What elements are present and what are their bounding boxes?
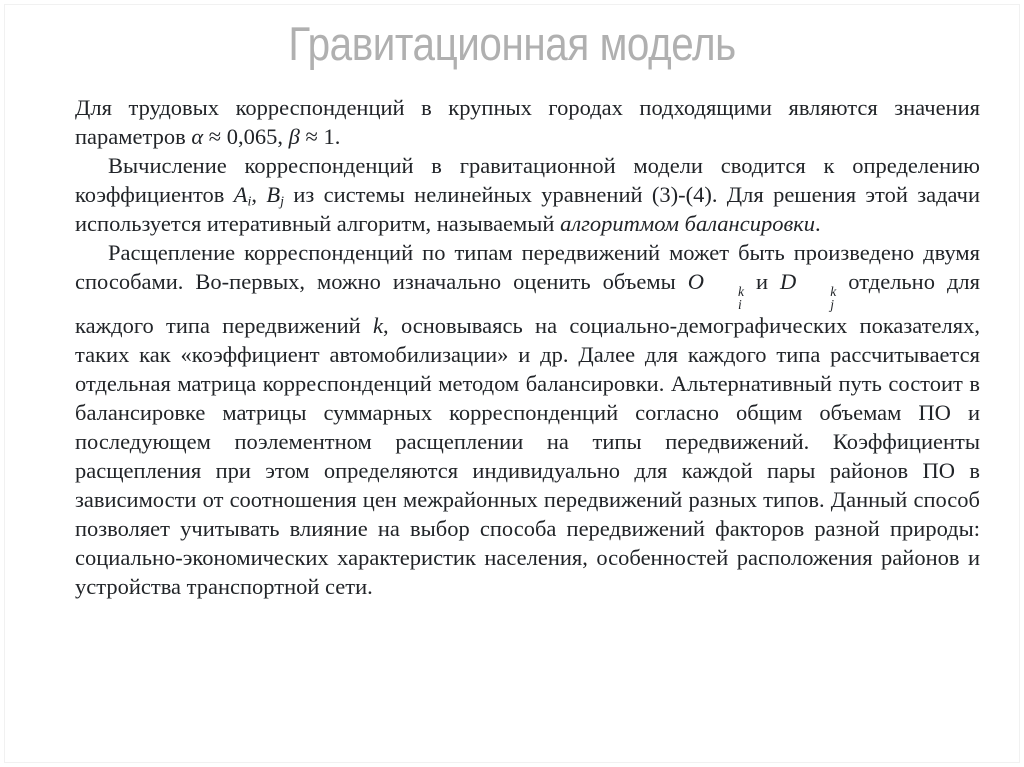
text-run: ≈ 1. <box>299 124 341 149</box>
text-run: из системы нелинейных уравнений (3)-(4). Для решения этой задачи используется итеративный алгоритм, называемый <box>75 182 980 236</box>
math-variable: $A_i$ <box>233 182 252 210</box>
text-run: отдельно для каждого типа передвижений <box>75 269 980 339</box>
math-variable: $B_j$ <box>266 182 284 210</box>
text-run: и <box>743 269 781 294</box>
text-run: Расщепление корреспонденций по типам передвижений может быть произведено двумя способами. Во-первых, можно изначально оценить объемы <box>75 240 980 294</box>
text-run: Для трудовых корреспонденций в крупных городах подходящими являются значения параметров <box>75 95 980 149</box>
paragraph <box>75 151 980 238</box>
paragraph <box>75 93 980 151</box>
math-variable: O k i <box>687 269 744 312</box>
text-run: , основываясь на социально-демографических показателях, таких как «коэффициент автомобилизации» и др. Далее для каждого типа рассчитывается отдельная матрица корреспонденций методом балансировки. Альтернативный путь состоит в балансировке матрицы суммарных корреспонденций согласно общим объемам ПО и последующем поэлементном расщеплении на типы передвижений. Коэффициенты расщепления при этом определяются индивидуально для каждой пары районов ПО в зависимости от соотношения цен межрайонных передвижений разных типов. Данный способ позволяет учитывать влияние на выбор способа передвижений факторов разной природы: социально-экономических характеристик населения, особенностей расположения районов и устройства транспортной сети. <box>75 313 980 600</box>
math-symbol: β <box>288 124 300 149</box>
slide-title-text: Гравитационная модель <box>288 17 736 70</box>
slide-title <box>0 16 1024 72</box>
text-run: . <box>815 211 821 236</box>
emphasis-text: алгоритмом балансировки <box>560 211 815 236</box>
slide-body <box>75 93 980 601</box>
math-symbol: k <box>373 313 384 339</box>
text-run: , <box>251 182 267 207</box>
math-symbol: α <box>191 124 204 149</box>
paragraph <box>75 238 980 601</box>
text-run: ≈ 0,065, <box>203 124 289 149</box>
text-run: Вычисление корреспонденций в гравитационной модели сводится к определению коэффициентов <box>75 153 980 207</box>
math-variable: D k j <box>780 269 837 312</box>
